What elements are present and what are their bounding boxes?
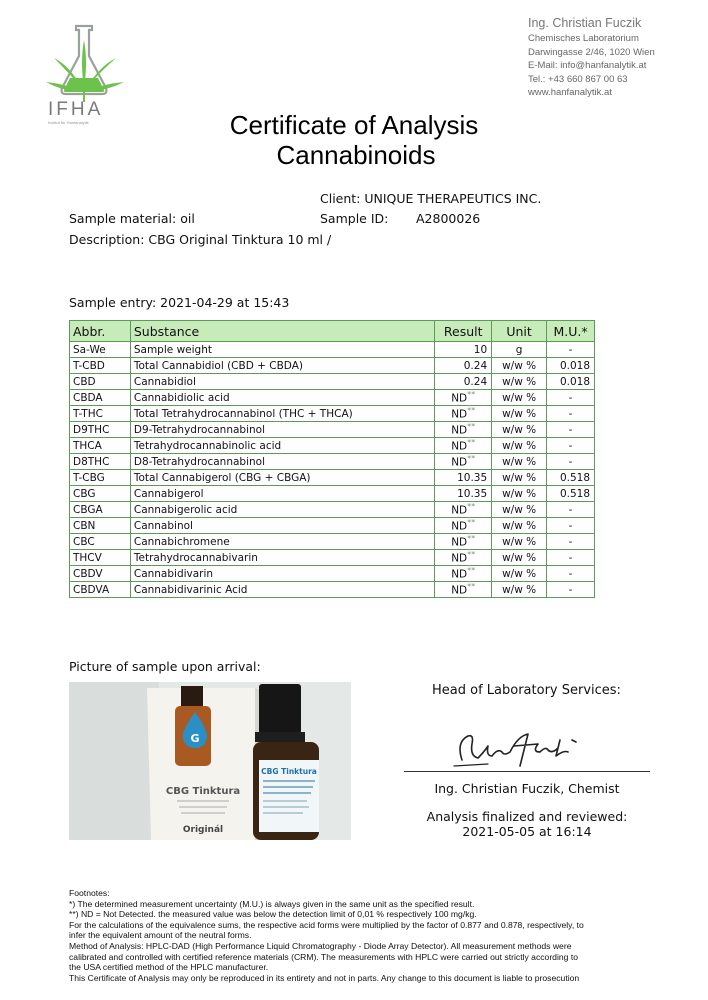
cell-substance-text: D8-Tetrahydrocannabinol xyxy=(133,455,265,468)
cell-result xyxy=(435,390,492,406)
nd-marker: ** xyxy=(467,566,476,576)
cell-result-text: ND xyxy=(451,584,468,597)
cell-unit-text: w/w % xyxy=(502,423,537,436)
cell-mu xyxy=(547,454,595,470)
box-variant: Originál xyxy=(182,825,224,835)
cell-mu xyxy=(547,374,595,390)
header-mu: M.U.* xyxy=(547,321,595,342)
header-substance: Substance xyxy=(130,321,434,342)
finalized-line-1: Analysis finalized and reviewed: xyxy=(426,809,628,824)
table-row xyxy=(70,422,595,438)
table-row xyxy=(70,486,595,502)
table-row xyxy=(70,374,595,390)
cell-abbr xyxy=(70,566,131,582)
cell-result xyxy=(435,486,492,502)
logo-text: IFHA xyxy=(48,99,104,120)
cell-result-text: 0.24 xyxy=(463,375,488,388)
cell-unit xyxy=(492,438,547,454)
cell-substance-text: Sample weight xyxy=(133,343,212,356)
cell-result xyxy=(435,566,492,582)
cell-substance xyxy=(130,454,434,470)
nd-marker: ** xyxy=(467,502,476,512)
cell-result xyxy=(435,422,492,438)
sample-id-label: Sample ID: xyxy=(320,211,389,226)
cell-mu-text: - xyxy=(568,439,573,452)
cell-abbr-text: CBDA xyxy=(73,391,103,404)
cell-substance-text: Cannabidiol xyxy=(133,375,196,388)
cell-abbr-text: CBC xyxy=(73,535,95,548)
cell-mu-text: 0.018 xyxy=(559,359,590,372)
header-result: Result xyxy=(435,321,492,342)
document-title xyxy=(0,110,708,170)
cell-abbr-text: T-THC xyxy=(73,407,103,420)
chemist-name: Ing. Christian Fuczik, Chemist xyxy=(434,781,620,796)
cell-unit-text: w/w % xyxy=(502,567,537,580)
table-row xyxy=(70,454,595,470)
cell-substance-text: Total Cannabidiol (CBD + CBDA) xyxy=(133,359,303,372)
cell-substance xyxy=(130,534,434,550)
cell-abbr-text: T-CBD xyxy=(73,359,105,372)
nd-marker: ** xyxy=(467,390,476,400)
cell-substance-text: Cannabigerol xyxy=(133,487,204,500)
cell-abbr-text: D9THC xyxy=(73,423,110,436)
cell-unit xyxy=(492,550,547,566)
cell-result-text: ND xyxy=(451,456,468,469)
cell-abbr-text: CBDV xyxy=(73,567,103,580)
table-row xyxy=(70,582,595,598)
footnote-line: For the calculations of the equivalence sums, the respective acid forms were multiplied by the factor of 0.877 and 0.878, respectively, to xyxy=(69,919,584,930)
cell-unit-text: w/w % xyxy=(502,503,537,516)
cell-mu-text: - xyxy=(568,407,573,420)
cell-unit xyxy=(492,422,547,438)
address-line: Chemisches Laboratorium xyxy=(528,33,639,44)
cell-abbr xyxy=(70,390,131,406)
cell-substance-text: Total Cannabigerol (CBG + CBGA) xyxy=(133,471,311,484)
cell-mu xyxy=(547,470,595,486)
signature-line xyxy=(404,771,650,772)
cell-result-text: ND xyxy=(451,440,468,453)
cell-result-text: ND xyxy=(451,392,468,405)
table-row xyxy=(70,406,595,422)
footnote-line: This Certificate of Analysis may only be reproduced in its entirety and not in parts. Any change to this document is liable to prosecution xyxy=(69,972,580,983)
cell-mu xyxy=(547,406,595,422)
cell-substance xyxy=(130,390,434,406)
nd-marker: ** xyxy=(467,438,476,448)
cell-mu xyxy=(547,438,595,454)
sample-id: A2800026 xyxy=(416,211,481,226)
cell-unit xyxy=(492,374,547,390)
cell-mu xyxy=(547,518,595,534)
cell-mu xyxy=(547,358,595,374)
cell-unit-text: w/w % xyxy=(502,375,537,388)
table-row xyxy=(70,518,595,534)
cell-unit xyxy=(492,502,547,518)
picture-label: Picture of sample upon arrival: xyxy=(69,659,261,674)
cell-abbr xyxy=(70,358,131,374)
cell-mu-text: - xyxy=(568,519,573,532)
cell-unit xyxy=(492,566,547,582)
results-table xyxy=(69,320,595,598)
table-row xyxy=(70,358,595,374)
cell-abbr-text: CBG xyxy=(73,487,96,500)
cell-substance-text: Cannabidivarinic Acid xyxy=(133,583,248,596)
cell-substance xyxy=(130,486,434,502)
table-row xyxy=(70,390,595,406)
cell-substance-text: Cannabichromene xyxy=(133,535,230,548)
cell-unit xyxy=(492,470,547,486)
cell-unit-text: w/w % xyxy=(502,471,537,484)
cell-mu-text: 0.018 xyxy=(559,375,590,388)
table-row xyxy=(70,566,595,582)
cell-mu xyxy=(547,550,595,566)
cell-result-text: 10.35 xyxy=(457,471,488,484)
cell-result-text: ND xyxy=(451,568,468,581)
cell-mu xyxy=(547,566,595,582)
cell-result xyxy=(435,342,492,358)
cell-unit-text: w/w % xyxy=(502,519,537,532)
cell-substance xyxy=(130,582,434,598)
address-line: Tel.: +43 660 867 00 63 xyxy=(528,73,628,85)
cell-result-text: ND xyxy=(451,504,468,517)
cell-unit-text: w/w % xyxy=(502,551,537,564)
nd-marker: ** xyxy=(467,534,476,544)
cell-abbr xyxy=(70,550,131,566)
cell-result-text: 0.24 xyxy=(463,359,488,372)
lab-address xyxy=(528,16,655,100)
cell-abbr-text: CBDVA xyxy=(73,583,110,596)
cell-mu-text: - xyxy=(568,551,573,564)
cell-unit-text: w/w % xyxy=(502,487,537,500)
cell-abbr-text: Sa-We xyxy=(73,343,106,356)
cell-result xyxy=(435,502,492,518)
address-line: E-Mail: info@hanfanalytik.at xyxy=(528,60,647,71)
cell-unit-text: w/w % xyxy=(502,455,537,468)
sample-photo xyxy=(69,682,351,840)
address-line: www.hanfanalytik.at xyxy=(528,87,612,98)
cell-abbr xyxy=(70,502,131,518)
nd-marker: ** xyxy=(467,406,476,416)
finalized-date: 2021-05-05 at 16:14 xyxy=(462,824,592,839)
cell-abbr xyxy=(70,454,131,470)
cell-result-text: 10 xyxy=(473,343,488,356)
cell-unit xyxy=(492,342,547,358)
nd-marker: ** xyxy=(467,518,476,528)
title-line-1: Certificate of Analysis xyxy=(229,110,479,140)
cell-unit xyxy=(492,518,547,534)
cell-result xyxy=(435,406,492,422)
cell-substance-text: Total Tetrahydrocannabinol (THC + THCA) xyxy=(133,407,353,420)
sample-entry: Sample entry: 2021-04-29 at 15:43 xyxy=(69,295,290,310)
table-row xyxy=(70,438,595,454)
signature-icon xyxy=(448,722,588,772)
table-row xyxy=(70,470,595,486)
cell-result-text: ND xyxy=(451,552,468,565)
table-header-row xyxy=(70,321,595,342)
cell-result-text: ND xyxy=(451,520,468,533)
cell-result xyxy=(435,454,492,470)
cell-mu-text: - xyxy=(568,391,573,404)
cell-mu-text: - xyxy=(568,535,573,548)
box-icon-letter: G xyxy=(190,732,200,745)
cell-substance xyxy=(130,502,434,518)
address-line: Darwingasse 2/46, 1020 Wien xyxy=(528,46,655,58)
cell-unit-text: w/w % xyxy=(502,583,537,596)
cell-unit-text: w/w % xyxy=(502,359,537,372)
cell-mu xyxy=(547,502,595,518)
cell-mu xyxy=(547,390,595,406)
footnotes xyxy=(69,888,669,983)
cell-substance xyxy=(130,566,434,582)
cell-substance xyxy=(130,406,434,422)
cell-unit-text: w/w % xyxy=(502,391,537,404)
nd-marker: ** xyxy=(467,454,476,464)
sample-material: Sample material: oil xyxy=(69,211,195,226)
table-row xyxy=(70,534,595,550)
cell-abbr xyxy=(70,534,131,550)
cell-abbr-text: THCV xyxy=(73,551,102,564)
logo-subtext: Institut für Hanfanalytik xyxy=(48,120,89,125)
cell-substance-text: Cannabigerolic acid xyxy=(133,503,238,516)
sample-description: Description: CBG Original Tinktura 10 ml / xyxy=(69,232,332,247)
cell-abbr-text: CBGA xyxy=(73,503,103,516)
box-label: CBG Tinktura xyxy=(165,786,241,797)
cell-result xyxy=(435,438,492,454)
cell-abbr xyxy=(70,438,131,454)
footnote-line: infer the equivalent amount of the neutral forms. xyxy=(69,930,252,941)
cell-mu-text: - xyxy=(568,423,573,436)
cell-substance xyxy=(130,438,434,454)
cell-abbr-text: D8THC xyxy=(73,455,110,468)
bottle-label: CBG Tinktura xyxy=(261,767,317,776)
cell-abbr xyxy=(70,422,131,438)
nd-marker: ** xyxy=(467,422,476,432)
cell-mu-text: 0.518 xyxy=(559,471,590,484)
cell-mu xyxy=(547,582,595,598)
cell-result xyxy=(435,582,492,598)
cell-unit xyxy=(492,486,547,502)
cell-abbr xyxy=(70,486,131,502)
cell-mu-text: - xyxy=(568,503,573,516)
cell-abbr xyxy=(70,518,131,534)
footnote-line: **) ND = Not Detected. the measured value was below the detection limit of 0,01 % respectively 100 mg/kg. xyxy=(69,909,477,920)
table-row xyxy=(70,342,595,358)
cell-result xyxy=(435,470,492,486)
cell-unit-text: g xyxy=(515,343,523,356)
cell-substance xyxy=(130,422,434,438)
client-info: Client: UNIQUE THERAPEUTICS INC. xyxy=(320,191,542,206)
cell-abbr-text: T-CBG xyxy=(73,471,105,484)
cell-result-text: ND xyxy=(451,408,468,421)
cell-unit xyxy=(492,390,547,406)
cell-substance-text: Cannabidiolic acid xyxy=(133,391,230,404)
cell-result-text: ND xyxy=(451,424,468,437)
cell-mu xyxy=(547,422,595,438)
cell-unit xyxy=(492,358,547,374)
head-of-lab-label: Head of Laboratory Services: xyxy=(432,683,621,698)
table-row xyxy=(70,502,595,518)
cell-result xyxy=(435,550,492,566)
nd-marker: ** xyxy=(467,582,476,592)
cell-result-text: ND xyxy=(451,536,468,549)
table-row xyxy=(70,550,595,566)
footnote-line: calibrated and controlled with certified reference materials (CRM). The measurements with HPLC were carried out strictly according to xyxy=(69,951,578,962)
title-line-2: Cannabinoids xyxy=(276,140,436,170)
cell-result xyxy=(435,518,492,534)
cell-abbr-text: THCA xyxy=(73,439,102,452)
cell-substance xyxy=(130,550,434,566)
cell-mu-text: - xyxy=(568,583,573,596)
cell-mu xyxy=(547,342,595,358)
cell-substance-text: Tetrahydrocannabinolic acid xyxy=(133,439,282,452)
cell-substance-text: Tetrahydrocannabivarin xyxy=(133,551,258,564)
cell-substance xyxy=(130,358,434,374)
nd-marker: ** xyxy=(467,550,476,560)
cell-unit xyxy=(492,454,547,470)
finalized-info xyxy=(404,809,650,839)
cell-mu-text: 0.518 xyxy=(559,487,590,500)
cell-unit-text: w/w % xyxy=(502,407,537,420)
cell-mu-text: - xyxy=(568,567,573,580)
lab-name: Ing. Christian Fuczik xyxy=(528,16,642,30)
cell-mu-text: - xyxy=(568,455,573,468)
cell-result xyxy=(435,374,492,390)
cell-substance xyxy=(130,470,434,486)
header-abbr: Abbr. xyxy=(70,321,131,342)
cell-unit-text: w/w % xyxy=(502,439,537,452)
cell-abbr xyxy=(70,470,131,486)
cell-abbr xyxy=(70,406,131,422)
cell-substance xyxy=(130,374,434,390)
cell-abbr xyxy=(70,582,131,598)
header-unit: Unit xyxy=(492,321,547,342)
cell-result xyxy=(435,358,492,374)
cell-mu xyxy=(547,534,595,550)
cell-result-text: 10.35 xyxy=(457,487,488,500)
cell-abbr xyxy=(70,374,131,390)
cell-mu-text: - xyxy=(568,343,573,356)
cell-substance-text: Cannabinol xyxy=(133,519,193,532)
footnote-line: the USA certified method of the HPLC manufacturer. xyxy=(69,962,269,973)
cell-substance-text: Cannabidivarin xyxy=(133,567,214,580)
footnote-line: *) The determined measurement uncertainty (M.U.) is always given in the same unit as the specified result. xyxy=(69,898,475,909)
cell-unit xyxy=(492,582,547,598)
cell-result xyxy=(435,534,492,550)
footnote-line: Method of Analysis: HPLC-DAD (High Performance Liquid Chromatography - Diode Array Detector). All measurement methods were xyxy=(69,940,572,951)
cell-mu xyxy=(547,486,595,502)
cell-substance xyxy=(130,518,434,534)
cell-abbr-text: CBN xyxy=(73,519,96,532)
cell-unit xyxy=(492,406,547,422)
cell-substance-text: D9-Tetrahydrocannabinol xyxy=(133,423,265,436)
cell-unit-text: w/w % xyxy=(502,535,537,548)
cell-abbr-text: CBD xyxy=(73,375,96,388)
cell-unit xyxy=(492,534,547,550)
footnote-line: Footnotes: xyxy=(69,888,110,898)
cell-abbr xyxy=(70,342,131,358)
cell-substance xyxy=(130,342,434,358)
